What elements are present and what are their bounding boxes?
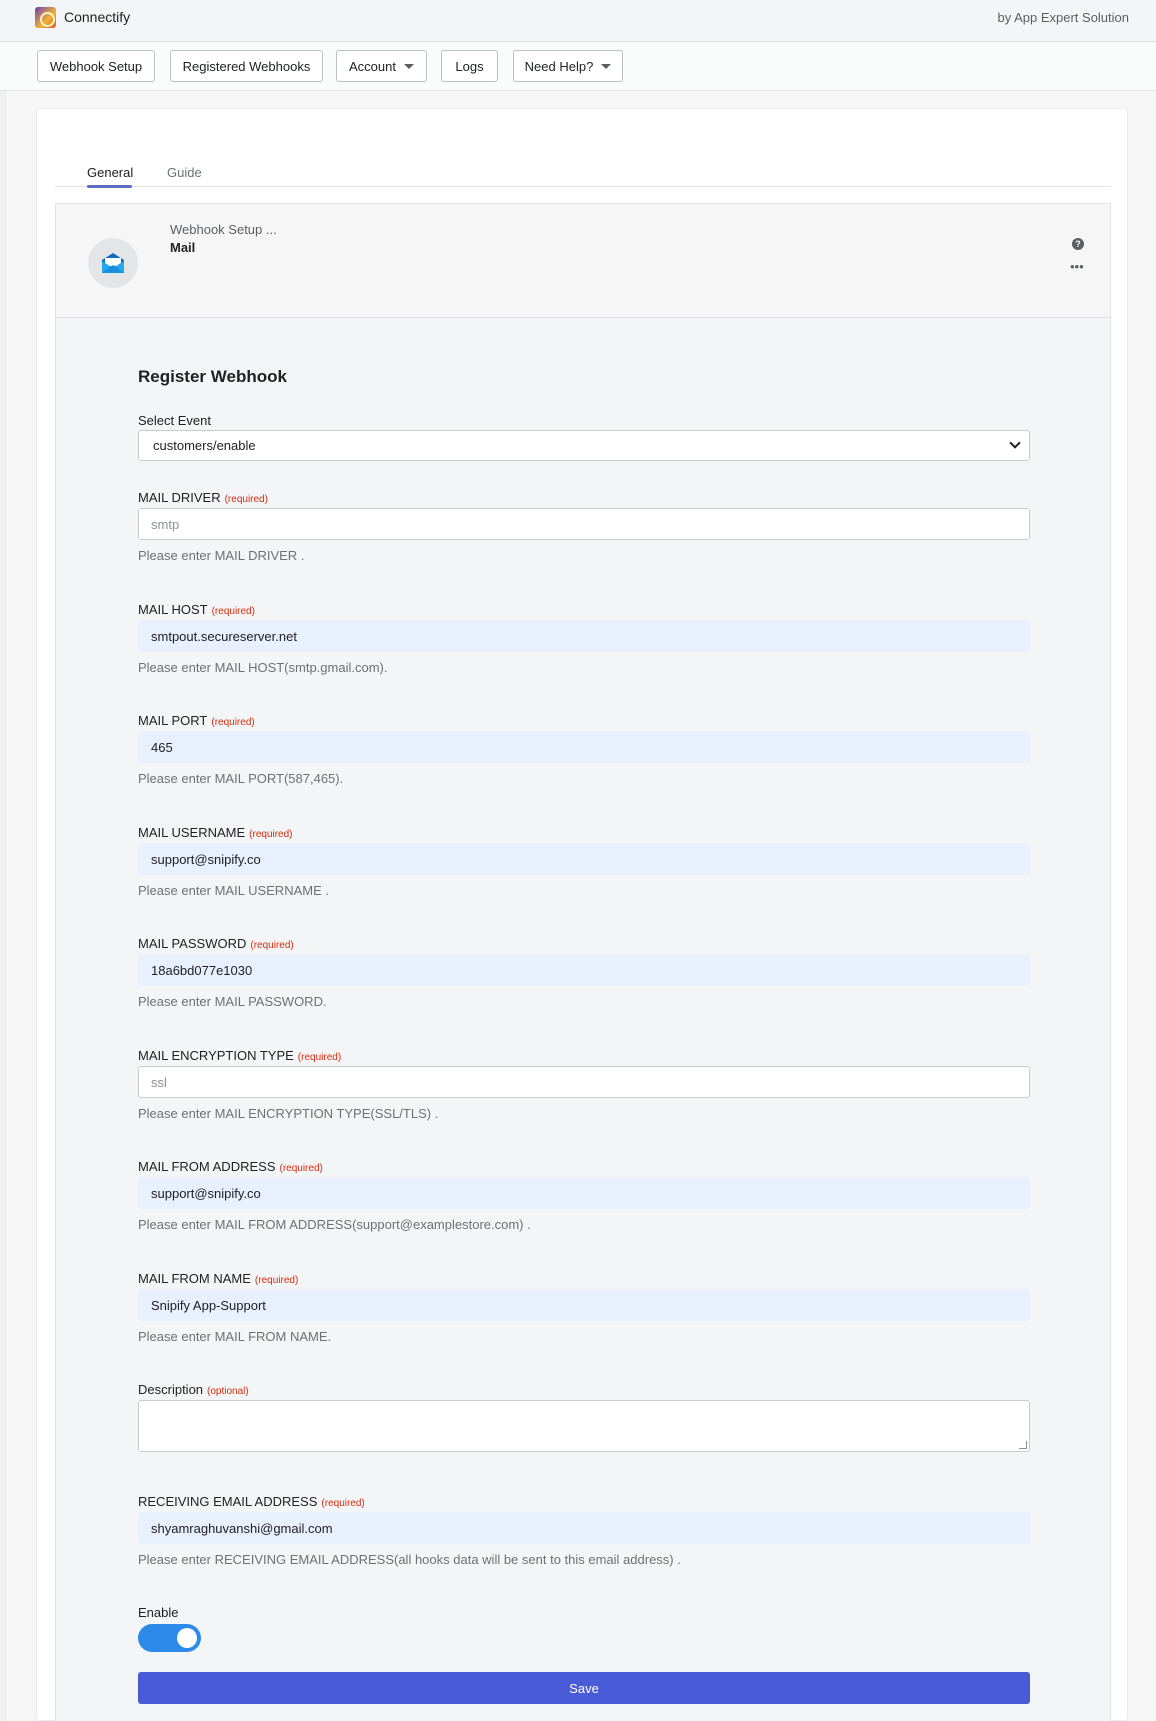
app-name: Connectify: [64, 9, 131, 25]
mail-driver-hint: Please enter MAIL DRIVER .: [138, 548, 305, 563]
mail-encryption-label: MAIL ENCRYPTION TYPE (required): [138, 1048, 342, 1063]
mail-from-address-input[interactable]: support@snipify.co: [138, 1177, 1030, 1209]
more-horizontal-icon[interactable]: •••: [1070, 259, 1084, 274]
save-button[interactable]: Save: [138, 1672, 1030, 1704]
main-card: [36, 108, 1128, 1721]
mail-encryption-input[interactable]: ssl: [138, 1066, 1030, 1098]
mail-host-input[interactable]: smtpout.secureserver.net: [138, 620, 1030, 652]
mail-username-hint: Please enter MAIL USERNAME .: [138, 883, 329, 898]
need-help-dropdown[interactable]: [513, 50, 623, 82]
tab-general[interactable]: General: [87, 165, 134, 180]
toggle-knob: [177, 1628, 197, 1648]
nav-bar: [0, 43, 1156, 91]
active-tab-indicator: [87, 185, 132, 188]
mail-password-input[interactable]: 18a6bd077e1030: [138, 954, 1030, 986]
mail-encryption-hint: Please enter MAIL ENCRYPTION TYPE(SSL/TLS) .: [138, 1106, 439, 1121]
select-event-label: Select Event: [138, 413, 211, 428]
mail-host-hint: Please enter MAIL HOST(smtp.gmail.com).: [138, 660, 388, 675]
mail-envelope-icon: [88, 238, 138, 288]
chevron-down-icon: [1009, 437, 1020, 448]
caret-down-icon: [404, 64, 414, 69]
mail-from-name-label: MAIL FROM NAME (required): [138, 1271, 299, 1286]
breadcrumb: Webhook Setup ...: [170, 222, 277, 237]
mail-from-address-label: MAIL FROM ADDRESS (required): [138, 1159, 323, 1174]
account-dropdown[interactable]: [336, 50, 427, 82]
byline: by App Expert Solution: [997, 10, 1129, 25]
select-event-dropdown[interactable]: [138, 430, 1030, 461]
mail-username-input[interactable]: support@snipify.co: [138, 843, 1030, 875]
registered-webhooks-button[interactable]: [170, 50, 323, 82]
registered-webhooks-label: Registered Webhooks: [182, 58, 311, 74]
mail-port-hint: Please enter MAIL PORT(587,465).: [138, 771, 344, 786]
receiving-email-input[interactable]: shyamraghuvanshi@gmail.com: [138, 1512, 1030, 1544]
mail-driver-label: MAIL DRIVER (required): [138, 490, 268, 505]
mail-from-name-input[interactable]: Snipify App-Support: [138, 1289, 1030, 1321]
description-textarea[interactable]: [138, 1400, 1030, 1452]
connectify-logo-icon: [35, 7, 56, 28]
tab-bar: [55, 154, 1111, 187]
mail-host-label: MAIL HOST (required): [138, 602, 255, 617]
mail-from-address-hint: Please enter MAIL FROM ADDRESS(support@examplestore.com) .: [138, 1217, 531, 1232]
sidebar-edge: [0, 91, 6, 1721]
enable-label: Enable: [138, 1605, 179, 1620]
mail-from-name-hint: Please enter MAIL FROM NAME.: [138, 1329, 332, 1344]
webhook-panel: [55, 203, 1111, 1721]
receiving-email-hint: Please enter RECEIVING EMAIL ADDRESS(all hooks data will be sent to this email address) .: [138, 1552, 681, 1567]
logs-label: Logs: [455, 58, 484, 74]
receiving-email-label: RECEIVING EMAIL ADDRESS (required): [138, 1494, 365, 1509]
mail-username-label: MAIL USERNAME (required): [138, 825, 293, 840]
page-title: Mail: [170, 240, 196, 255]
description-label: Description (optional): [138, 1382, 249, 1397]
webhook-setup-button[interactable]: [37, 50, 155, 82]
account-label: Account: [349, 58, 396, 74]
mail-password-label: MAIL PASSWORD (required): [138, 936, 294, 951]
resize-handle-icon[interactable]: [1019, 1441, 1027, 1449]
select-event-value: customers/enable: [153, 438, 256, 453]
mail-password-hint: Please enter MAIL PASSWORD.: [138, 994, 327, 1009]
caret-down-icon: [601, 64, 611, 69]
need-help-label: Need Help?: [524, 58, 594, 74]
mail-port-input[interactable]: 465: [138, 731, 1030, 763]
enable-toggle[interactable]: [138, 1624, 201, 1652]
panel-header: [56, 204, 1110, 318]
form-title: Register Webhook: [138, 367, 287, 386]
mail-driver-input[interactable]: smtp: [138, 508, 1030, 540]
logs-button[interactable]: [441, 50, 498, 82]
webhook-setup-label: Webhook Setup: [49, 58, 143, 74]
top-bar: [0, 0, 1156, 42]
mail-port-label: MAIL PORT (required): [138, 713, 255, 728]
tab-guide[interactable]: Guide: [167, 165, 202, 180]
help-circle-icon[interactable]: ?: [1072, 238, 1084, 250]
